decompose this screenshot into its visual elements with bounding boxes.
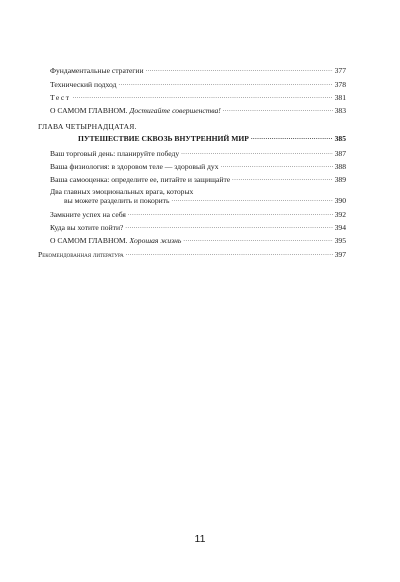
leader-dots [223,106,333,115]
toc-entry-title-line2: вы можете разделить и покорить [64,196,170,205]
toc-entry-title: Тест [50,93,71,102]
toc-entry-title: Ваш торговый день: планируйте победу [50,149,180,158]
page-number: 11 [194,533,206,545]
leader-dots [232,175,332,184]
toc-entry-prefix: О САМОМ ГЛАВНОМ. [50,106,130,115]
leader-dots [125,223,332,232]
leader-dots [183,236,332,245]
toc-entry [50,106,346,115]
toc-entry [64,196,346,205]
toc-entry-page: 383 [334,106,346,115]
toc-entry [50,93,346,102]
toc-entry-title: Ваша самооценка: определите ее, питайте и защищайте [50,175,231,184]
chapter-page: 385 [334,134,346,143]
toc-entry [50,80,346,89]
leader-dots [128,210,333,219]
toc-entry-page: 390 [334,196,346,205]
toc-entry-title: Технический подход [50,80,117,89]
toc-entry-page: 381 [334,93,346,102]
toc-entry-title [50,106,221,115]
toc-entry-title: Фундаментальные стратегии [50,66,144,75]
toc-entry-title: Рекомендованная литература [38,250,124,259]
chapter-title: ПУТЕШЕСТВИЕ СКВОЗЬ ВНУТРЕННИЙ МИР [78,134,249,143]
toc-entry-page: 388 [334,162,346,171]
toc-entry-title [50,236,181,245]
toc-entry [50,149,346,158]
toc-entry-page: 389 [334,175,346,184]
leader-dots [118,80,332,89]
toc-entry-page: 378 [334,80,346,89]
leader-dots [181,149,332,158]
leader-dots [251,134,333,143]
toc-entry-prefix: О САМОМ ГЛАВНОМ. [50,236,130,245]
toc-entry-recommended [38,250,346,259]
leader-dots [171,196,332,205]
toc-entry-page: 377 [334,66,346,75]
toc-entry-page: 395 [334,236,346,245]
chapter-title-line [78,134,346,143]
toc-entry [50,66,346,75]
toc-entry-title: Куда вы хотите пойти? [50,223,124,232]
chapter-label: ГЛАВА ЧЕТЫРНАДЦАТАЯ. [38,122,137,131]
leader-dots [73,93,333,102]
toc-entry-page: 387 [334,149,346,158]
leader-dots [126,250,333,259]
toc-entry-title: Ваша физиология: в здоровом теле — здоровый дух [50,162,219,171]
leader-dots [146,66,333,75]
toc-entry-title: Замкните успех на себя [50,210,126,219]
toc-entry-page: 394 [334,223,346,232]
toc-entry-title-line1: Два главных эмоциональных врага, которых [50,187,194,196]
toc-entry-page: 392 [334,210,346,219]
leader-dots [221,162,333,171]
toc-entry [50,236,346,245]
toc-entry-page: 397 [334,250,346,259]
toc-entry [50,210,346,219]
toc-entry-italic: Достигайте совершенства! [129,106,221,115]
toc-entry [50,223,346,232]
toc-entry [50,162,346,171]
toc-entry [50,175,346,184]
toc-entry-italic: Хорошая жизнь [129,236,182,245]
